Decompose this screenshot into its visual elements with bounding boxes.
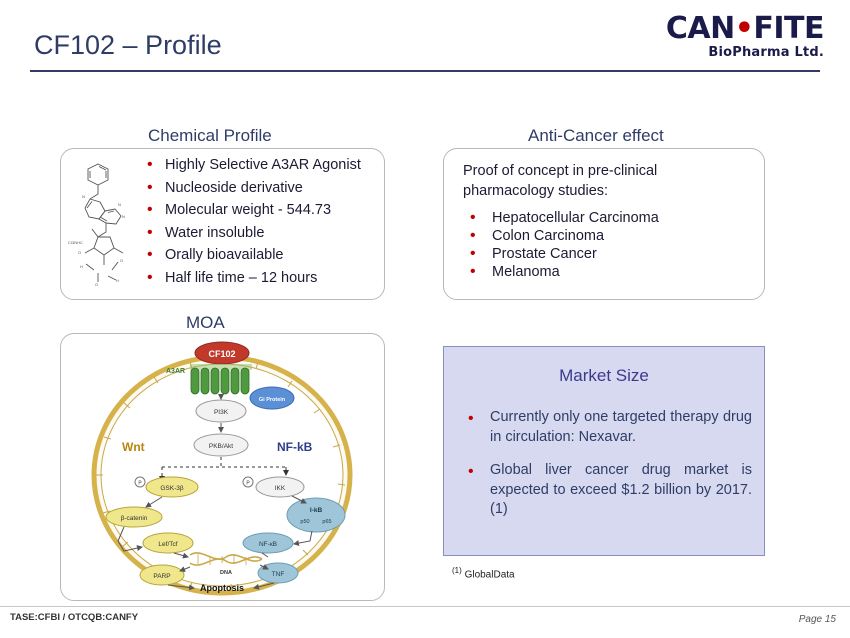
page-number: Page 15: [798, 614, 836, 625]
chemical-structure-icon: [68, 158, 144, 290]
moa-label-dna: DNA: [220, 570, 232, 576]
svg-text:N: N: [122, 214, 125, 219]
footnote-text: GlobalData: [464, 569, 515, 581]
footer-ticker: TASE:CFBI / OTCQB:CANFY: [10, 612, 139, 623]
moa-label-tnf: TNF: [271, 571, 285, 578]
svg-text:O: O: [95, 282, 99, 287]
moa-heading: MOA: [186, 313, 225, 332]
moa-label-ikk: IKK: [274, 485, 286, 492]
moa-label-wnt: Wnt: [122, 440, 145, 454]
footnote-marker: (1): [452, 566, 462, 575]
market-size-list: [462, 408, 752, 534]
list-item: • Melanoma: [466, 264, 736, 280]
svg-text:O: O: [120, 258, 124, 263]
header-divider: [30, 70, 820, 72]
list-item: • Orally bioavailable: [145, 247, 380, 263]
moa-label-receptor: A3AR: [166, 368, 186, 375]
svg-text:O: O: [78, 250, 82, 255]
moa-label-p65: p65: [322, 519, 332, 525]
list-item: • Water insoluble: [145, 225, 380, 241]
chemical-profile-heading: Chemical Profile: [148, 126, 272, 145]
moa-label-pi3k: PI3K: [213, 409, 229, 416]
page-title: CF102 – Profile: [34, 30, 222, 60]
moa-label-p1: P: [138, 480, 142, 487]
anti-cancer-heading: Anti-Cancer effect: [528, 126, 664, 145]
list-item: • Colon Carcinoma: [466, 228, 736, 244]
footer-divider: [0, 606, 850, 607]
moa-label-p50: p50: [300, 519, 310, 525]
svg-text:N: N: [82, 194, 85, 199]
market-size-heading: Market Size: [559, 366, 649, 385]
moa-label-nfkb-node: NF-кB: [258, 541, 278, 548]
anti-cancer-list: [466, 210, 736, 282]
moa-label-bcatenin: β-catenin: [120, 515, 148, 522]
moa-label-p2: P: [246, 480, 250, 487]
list-item: • Global liver cancer drug market is expected to exceed $1.2 billion by 2017. (1): [462, 461, 752, 520]
moa-label-ikb: I-kB: [309, 507, 323, 514]
market-footnote: [452, 566, 515, 580]
moa-label-apoptosis: Apoptosis: [200, 583, 244, 593]
svg-text:N: N: [118, 202, 121, 207]
moa-label-parp: PARP: [153, 573, 171, 580]
moa-label-leftcf: Lef/Tcf: [158, 541, 178, 548]
list-item: • Hepatocellular Carcinoma: [466, 210, 736, 226]
logo-wordmark: CAN•FITE: [665, 11, 824, 46]
moa-diagram: [62, 335, 383, 599]
svg-text:CI3NHC: CI3NHC: [68, 240, 83, 245]
svg-text:H: H: [80, 264, 83, 269]
list-item: • Molecular weight - 544.73: [145, 202, 380, 218]
moa-label-gsk3: GSK-3β: [160, 485, 184, 492]
list-item: • Highly Selective A3AR Agonist: [145, 157, 380, 173]
moa-label-drug: CF102: [208, 349, 236, 359]
moa-label-nfkb: NF-kB: [277, 440, 313, 454]
svg-text:H: H: [116, 278, 119, 283]
moa-label-gi: Gi Protein: [258, 397, 286, 403]
logo-subtitle: BioPharma Ltd.: [708, 45, 824, 60]
list-item: • Currently only one targeted therapy drug in circulation: Nexavar.: [462, 408, 752, 447]
logo-accent-dot: •: [734, 11, 754, 46]
list-item: • Half life time – 12 hours: [145, 270, 380, 286]
moa-label-pkb: PKB/Akt: [208, 443, 234, 450]
list-item: • Nucleoside derivative: [145, 180, 380, 196]
list-item: • Prostate Cancer: [466, 246, 736, 262]
chemical-profile-list: [145, 157, 380, 292]
company-logo: [665, 11, 824, 60]
anti-cancer-intro: Proof of concept in pre-clinical pharmacology studies:: [463, 163, 658, 199]
